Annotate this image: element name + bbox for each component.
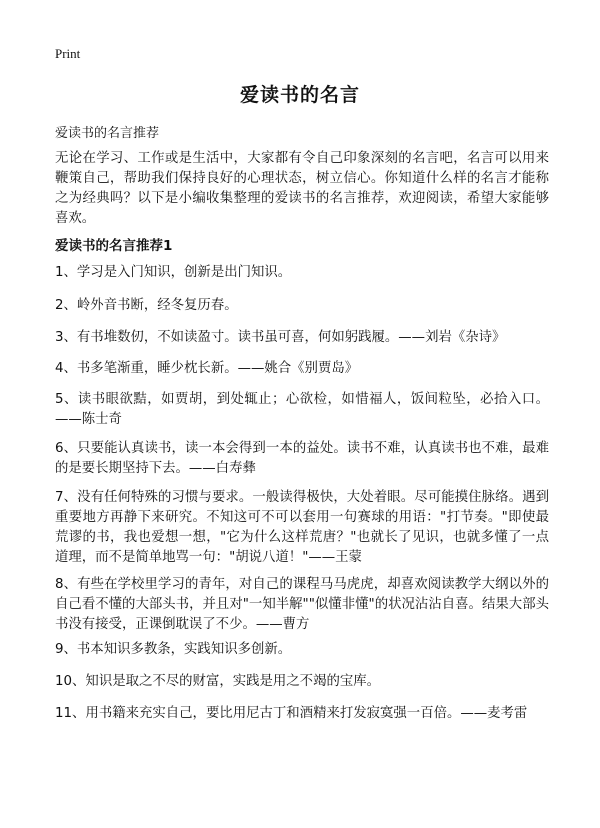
quote-item: 8、有些在学校里学习的青年，对自己的课程马马虎虎，却喜欢阅读教学大纲以外的自己看不懂的大部头书，并且对"一知半解""似懂非懂"的状况沾沾自喜。结果大部头书没有接受，正课倒耽误了不少。——曹方 bbox=[55, 577, 549, 632]
quote-item: 11、用书籍来充实自己，要比用尼古丁和酒精来打发寂寞强一百倍。——麦考雷 bbox=[55, 706, 528, 721]
quote-item: 10、知识是取之不尽的财富，实践是用之不竭的宝库。 bbox=[55, 674, 381, 689]
quote-item: 2、岭外音书断，经冬复历春。 bbox=[55, 298, 238, 313]
quote-item: 5、读书眼欲黠，如贾胡，到处辄止；心欲检，如惜福人，饭间粒坠，必拾入口。——陈士奇 bbox=[55, 392, 549, 427]
quote-item: 9、书本知识多教条，实践知识多创新。 bbox=[55, 642, 292, 657]
quote-item: 3、有书堆数仞，不如读盈寸。读书虽可喜，何如躬践履。——刘岩《杂诗》 bbox=[55, 330, 506, 345]
page-title: 爱读书的名言 bbox=[239, 84, 360, 106]
quote-item: 4、书多笔渐重，睡少枕长新。——姚合《别贾岛》 bbox=[55, 361, 359, 376]
quote-item: 7、没有任何特殊的习惯与要求。一般读得极快，大处着眼。尽可能摸住脉络。遇到重要地方再静下来研究。不知这可不可以套用一句赛球的用语："打节奏。"即使最荒谬的书，我也爱想一想，"它为什么这样荒唐？"也就长了见识，也就多懂了一点道理，而不是简单地骂一句："胡说八道！"——王蒙 bbox=[55, 490, 549, 565]
section-heading: 爱读书的名言推荐1 bbox=[55, 238, 173, 254]
quote-item: 1、学习是入门知识，创新是出门知识。 bbox=[55, 265, 292, 280]
intro-paragraph: 无论在学习、工作或是生活中，大家都有令自己印象深刻的名言吧，名言可以用来鞭策自己，帮助我们保持良好的心理状态，树立信心。你知道什么样的名言才能称之为经典吗？以下是小编收集整理的爱读书的名言推荐，欢迎阅读，希望大家能够喜欢。 bbox=[55, 151, 549, 226]
print-label: Print bbox=[55, 46, 81, 61]
subtitle: 爱读书的名言推荐 bbox=[55, 126, 160, 141]
quote-item: 6、只要能认真读书，读一本会得到一本的益处。读书不难，认真读书也不难，最难的是要长期坚持下去。——白寿彝 bbox=[55, 441, 549, 476]
